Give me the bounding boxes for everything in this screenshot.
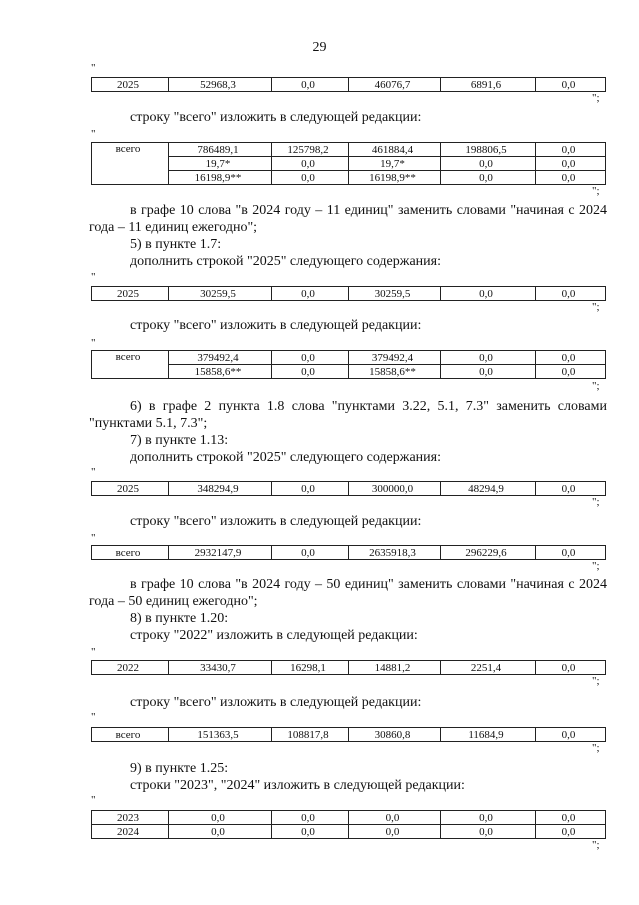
table-total-d: [91, 727, 606, 742]
open-quote: ": [91, 532, 96, 544]
table-cell: 0,0: [272, 546, 349, 560]
close-quote: ";: [592, 675, 600, 687]
table-cell: 0,0: [536, 482, 606, 496]
table-row: [92, 825, 606, 839]
table-cell: 348294,9: [169, 482, 272, 496]
table-cell: 0,0: [169, 811, 272, 825]
table-2025-a: [91, 77, 606, 92]
table-cell: 0,0: [169, 825, 272, 839]
open-quote: ": [91, 466, 96, 478]
table-cell: 11684,9: [441, 728, 536, 742]
table-row: [92, 661, 606, 675]
table-cell: 0,0: [536, 825, 606, 839]
open-quote: ": [91, 337, 96, 349]
close-quote: ";: [592, 742, 600, 754]
table-cell: 2024: [92, 825, 169, 839]
table-row: [92, 811, 606, 825]
table-cell: 0,0: [272, 811, 349, 825]
close-quote: ";: [592, 496, 600, 508]
paragraph: дополнить строкой "2025" следующего содержания:: [130, 254, 441, 269]
table-cell: 0,0: [441, 825, 536, 839]
table-cell: 48294,9: [441, 482, 536, 496]
paragraph: в графе 10 слова "в 2024 году – 11 единиц" заменить словами "начиная с 2024 года – 11 единиц ежегодно";: [89, 203, 607, 235]
table-cell: 2251,4: [441, 661, 536, 675]
table-cell: 14881,2: [349, 661, 441, 675]
table-cell: 0,0: [272, 825, 349, 839]
table-cell: 0,0: [272, 482, 349, 496]
paragraph: 5) в пункте 1.7:: [130, 237, 222, 252]
paragraph: строку "всего" изложить в следующей редакции:: [130, 318, 422, 333]
open-quote: ": [91, 711, 96, 723]
table-cell: 19,7*: [349, 157, 441, 171]
table-row: [92, 143, 606, 157]
table-cell: 0,0: [349, 825, 441, 839]
table-cell: 786489,1: [169, 143, 272, 157]
table-cell: 46076,7: [349, 78, 441, 92]
close-quote: ";: [592, 185, 600, 197]
table-cell: 2635918,3: [349, 546, 441, 560]
close-quote: ";: [592, 301, 600, 313]
paragraph: строки "2023", "2024" изложить в следующей редакции:: [130, 778, 465, 793]
open-quote: ": [91, 271, 96, 283]
table-cell: 108817,8: [272, 728, 349, 742]
table-cell: 0,0: [536, 811, 606, 825]
table-cell: 0,0: [272, 351, 349, 365]
open-quote: ": [91, 646, 96, 658]
table-2025-b: [91, 286, 606, 301]
table-cell: 30259,5: [169, 287, 272, 301]
table-cell: 19,7*: [169, 157, 272, 171]
table-cell: 0,0: [536, 287, 606, 301]
table-cell: 151363,5: [169, 728, 272, 742]
table-cell: 0,0: [441, 287, 536, 301]
open-quote: ": [91, 62, 96, 74]
table-row: [92, 546, 606, 560]
table-cell: 0,0: [536, 171, 606, 185]
close-quote: ";: [592, 92, 600, 104]
close-quote: ";: [592, 839, 600, 851]
paragraph: дополнить строкой "2025" следующего содержания:: [130, 450, 441, 465]
table-cell: 16298,1: [272, 661, 349, 675]
open-quote: ": [91, 128, 96, 140]
table-cell: 125798,2: [272, 143, 349, 157]
table-cell: 0,0: [536, 157, 606, 171]
table-cell: 0,0: [536, 78, 606, 92]
table-cell: 15858,6**: [349, 365, 441, 379]
table-cell: 0,0: [349, 811, 441, 825]
paragraph: в графе 10 слова "в 2024 году – 50 единиц" заменить словами "начиная с 2024 года – 50 единиц ежегодно";: [89, 577, 607, 609]
table-cell: 15858,6**: [169, 365, 272, 379]
table-cell: 2023: [92, 811, 169, 825]
paragraph: 8) в пункте 1.20:: [130, 611, 229, 626]
table-cell: 16198,9**: [349, 171, 441, 185]
table-cell: 0,0: [272, 171, 349, 185]
table-cell: 0,0: [536, 143, 606, 157]
table-cell: всего: [92, 546, 169, 560]
table-cell: 0,0: [441, 351, 536, 365]
table-cell: 2025: [92, 78, 169, 92]
table-cell: 296229,6: [441, 546, 536, 560]
table-total-a: [91, 142, 606, 185]
table-cell: 300000,0: [349, 482, 441, 496]
table-cell: 30259,5: [349, 287, 441, 301]
table-cell: 0,0: [441, 811, 536, 825]
table-total-c: [91, 545, 606, 560]
table-row: [92, 157, 606, 171]
table-cell: 6891,6: [441, 78, 536, 92]
table-cell: 0,0: [272, 287, 349, 301]
table-row: [92, 728, 606, 742]
table-cell: 0,0: [272, 365, 349, 379]
table-total-b: [91, 350, 606, 379]
table-cell: всего: [92, 728, 169, 742]
paragraph: строку "всего" изложить в следующей редакции:: [130, 110, 422, 125]
paragraph: 6) в графе 2 пункта 1.8 слова "пунктами 3.22, 5.1, 7.3" заменить словами "пунктами 5.1, 7.3";: [89, 399, 607, 431]
close-quote: ";: [592, 560, 600, 572]
table-cell: 33430,7: [169, 661, 272, 675]
table-2022: [91, 660, 606, 675]
table-cell: 0,0: [441, 171, 536, 185]
paragraph: строку "всего" изложить в следующей редакции:: [130, 514, 422, 529]
table-cell: 0,0: [536, 365, 606, 379]
table-cell: 379492,4: [169, 351, 272, 365]
table-cell: 0,0: [536, 351, 606, 365]
table-cell: 0,0: [272, 78, 349, 92]
table-cell: 198806,5: [441, 143, 536, 157]
table-cell: 0,0: [441, 157, 536, 171]
table-row: [92, 287, 606, 301]
paragraph: строку "всего" изложить в следующей редакции:: [130, 695, 422, 710]
table-cell: 0,0: [536, 661, 606, 675]
paragraph: строку "2022" изложить в следующей редакции:: [130, 628, 418, 643]
table-cell: 379492,4: [349, 351, 441, 365]
table-2025-c: [91, 481, 606, 496]
table-row: [92, 365, 606, 379]
row-label: всего: [92, 351, 169, 379]
table-row: [92, 171, 606, 185]
table-2023-2024: [91, 810, 606, 839]
page-number: 29: [312, 40, 327, 55]
row-label: всего: [92, 143, 169, 185]
table-cell: 2022: [92, 661, 169, 675]
table-cell: 0,0: [536, 546, 606, 560]
table-row: [92, 482, 606, 496]
table-cell: 30860,8: [349, 728, 441, 742]
table-cell: 2932147,9: [169, 546, 272, 560]
table-cell: 0,0: [272, 157, 349, 171]
table-cell: 0,0: [441, 365, 536, 379]
table-cell: 2025: [92, 287, 169, 301]
table-cell: 16198,9**: [169, 171, 272, 185]
open-quote: ": [91, 794, 96, 806]
close-quote: ";: [592, 380, 600, 392]
table-cell: 2025: [92, 482, 169, 496]
table-cell: 0,0: [536, 728, 606, 742]
paragraph: 9) в пункте 1.25:: [130, 761, 229, 776]
table-row: [92, 351, 606, 365]
paragraph: 7) в пункте 1.13:: [130, 433, 229, 448]
table-row: [92, 78, 606, 92]
table-cell: 461884,4: [349, 143, 441, 157]
table-cell: 52968,3: [169, 78, 272, 92]
